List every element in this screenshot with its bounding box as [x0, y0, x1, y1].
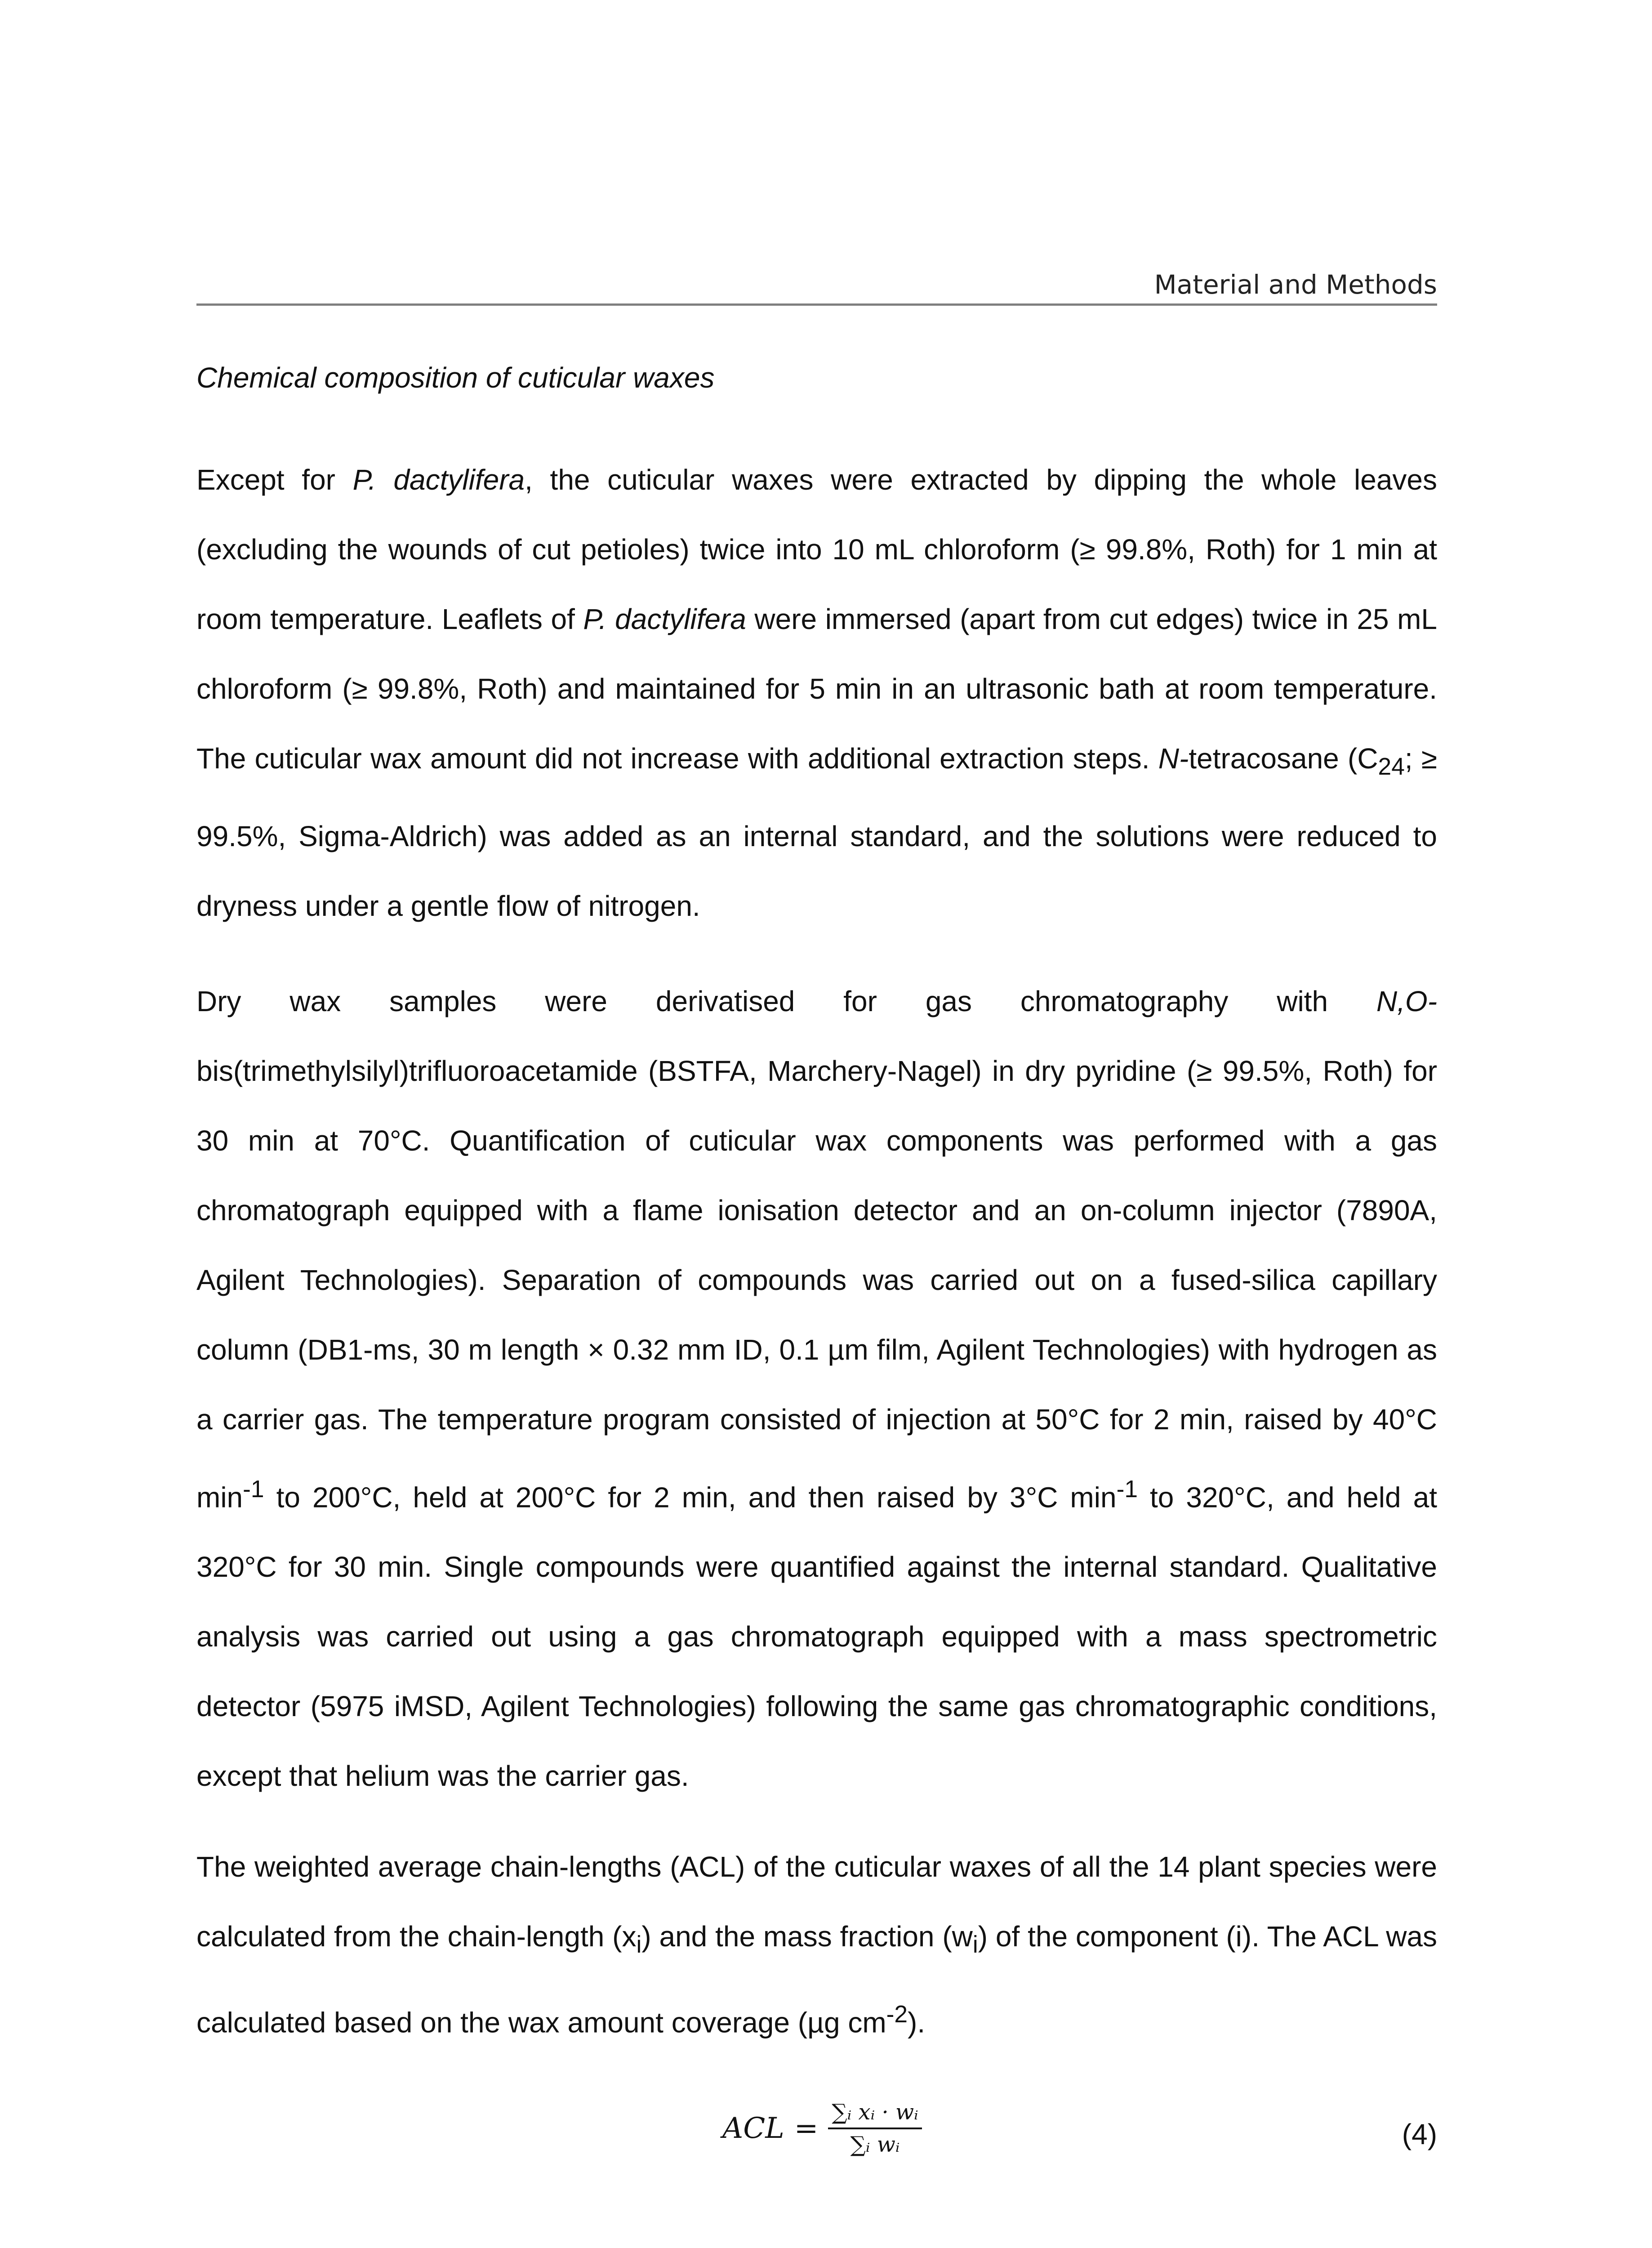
running-header — [196, 259, 1437, 306]
text-run: The weighted average chain-lengths (ACL) of the cuticular waxes of all the 14 plant species were calculated from the chain-length (x — [196, 1851, 1437, 1953]
fraction-numerator: ∑ᵢ xᵢ · wᵢ — [828, 2100, 922, 2129]
text-run: ) of the component (i). The ACL was calculated based on the wax amount coverage (µg cm — [196, 1920, 1438, 2039]
species-name: P. dactylifera — [583, 603, 746, 635]
superscript: -1 — [243, 1476, 264, 1503]
text-run: ). — [908, 2006, 926, 2039]
text-run: , the cuticular waxes were extracted by dipping the whole leaves (excluding the wounds of cut petioles) twice into 10 mL chloroform (≥ 99.8%, Roth) for 1 min at room temperature. Leaflets of — [196, 464, 1437, 635]
superscript: -2 — [886, 2001, 908, 2028]
text-run: ; ≥ 99.5%, Sigma-Aldrich) was added as an internal standard, and the solutions were reduced to dryness under a gentle flow of nitrogen. — [196, 742, 1438, 922]
paragraph-acl — [196, 1832, 1437, 2057]
text-run: bis(trimethylsilyl)trifluoroacetamide (BSTFA, Marchery-Nagel) in dry pyridine (≥ 99.5%, Roth) for 30 min at 70°C. Quantification of cuticular wax components was performed with a gas chromatograph equipped with a flame ionisation detector and an on-column injector (7890A, Agilent Technologies). Separation of compounds was carried out on a fused-silica capillary column (DB1-ms, 30 m length × 0.32 mm ID, 0.1 µm film, Agilent Technologies) with hydrogen as a carrier gas. The temperature program consisted of injection at 50°C for 2 min, raised by 40°C min — [196, 1055, 1437, 1514]
fraction-denominator: ∑ᵢ wᵢ — [850, 2132, 900, 2157]
paragraph-gas-chromatography — [196, 967, 1437, 1811]
subscript: i — [636, 1931, 642, 1958]
subscript: i — [972, 1931, 978, 1958]
text-run: Dry wax samples were derivatised for gas chromatography with — [196, 985, 1376, 1017]
superscript: -1 — [1116, 1476, 1138, 1503]
text-run: to 200°C, held at 200°C for 2 min, and then raised by 3°C min — [264, 1481, 1117, 1514]
species-name: P. dactylifera — [352, 464, 525, 496]
equation-acl — [196, 2086, 1437, 2203]
equation-fraction — [828, 2100, 922, 2157]
text-run: tetracosane (C — [1189, 742, 1378, 775]
chemical-prefix: N,O- — [1376, 985, 1437, 1017]
equation-number: (4) — [1402, 2118, 1437, 2150]
section-title: Chemical composition of cuticular waxes — [196, 361, 715, 394]
chemical-prefix: N- — [1158, 742, 1189, 775]
paragraph-extraction — [196, 445, 1437, 941]
subscript: 24 — [1378, 753, 1405, 780]
equals-sign: = — [794, 2112, 819, 2145]
text-run: to 320°C, and held at 320°C for 30 min. Single compounds were quantified against the internal standard. Qualitative analysis was carried out using a gas chromatograph equipped with a mass spectrometric detector (5975 iMSD, Agilent Technologies) following the same gas chromatographic conditions, except that helium was the carrier gas. — [196, 1481, 1438, 1793]
text-run: Except for — [196, 464, 353, 496]
text-run: ) and the mass fraction (w — [641, 1920, 973, 1953]
equation-body — [722, 2100, 922, 2157]
equation-lhs: ACL — [722, 2112, 784, 2145]
text-run: were immersed (apart from cut edges) twice in 25 mL chloroform (≥ 99.8%, Roth) and maintained for 5 min in an ultrasonic bath at room temperature. The cuticular wax amount did not increase with additional extraction steps. — [196, 603, 1438, 775]
header-title: Material and Methods — [1154, 269, 1437, 300]
